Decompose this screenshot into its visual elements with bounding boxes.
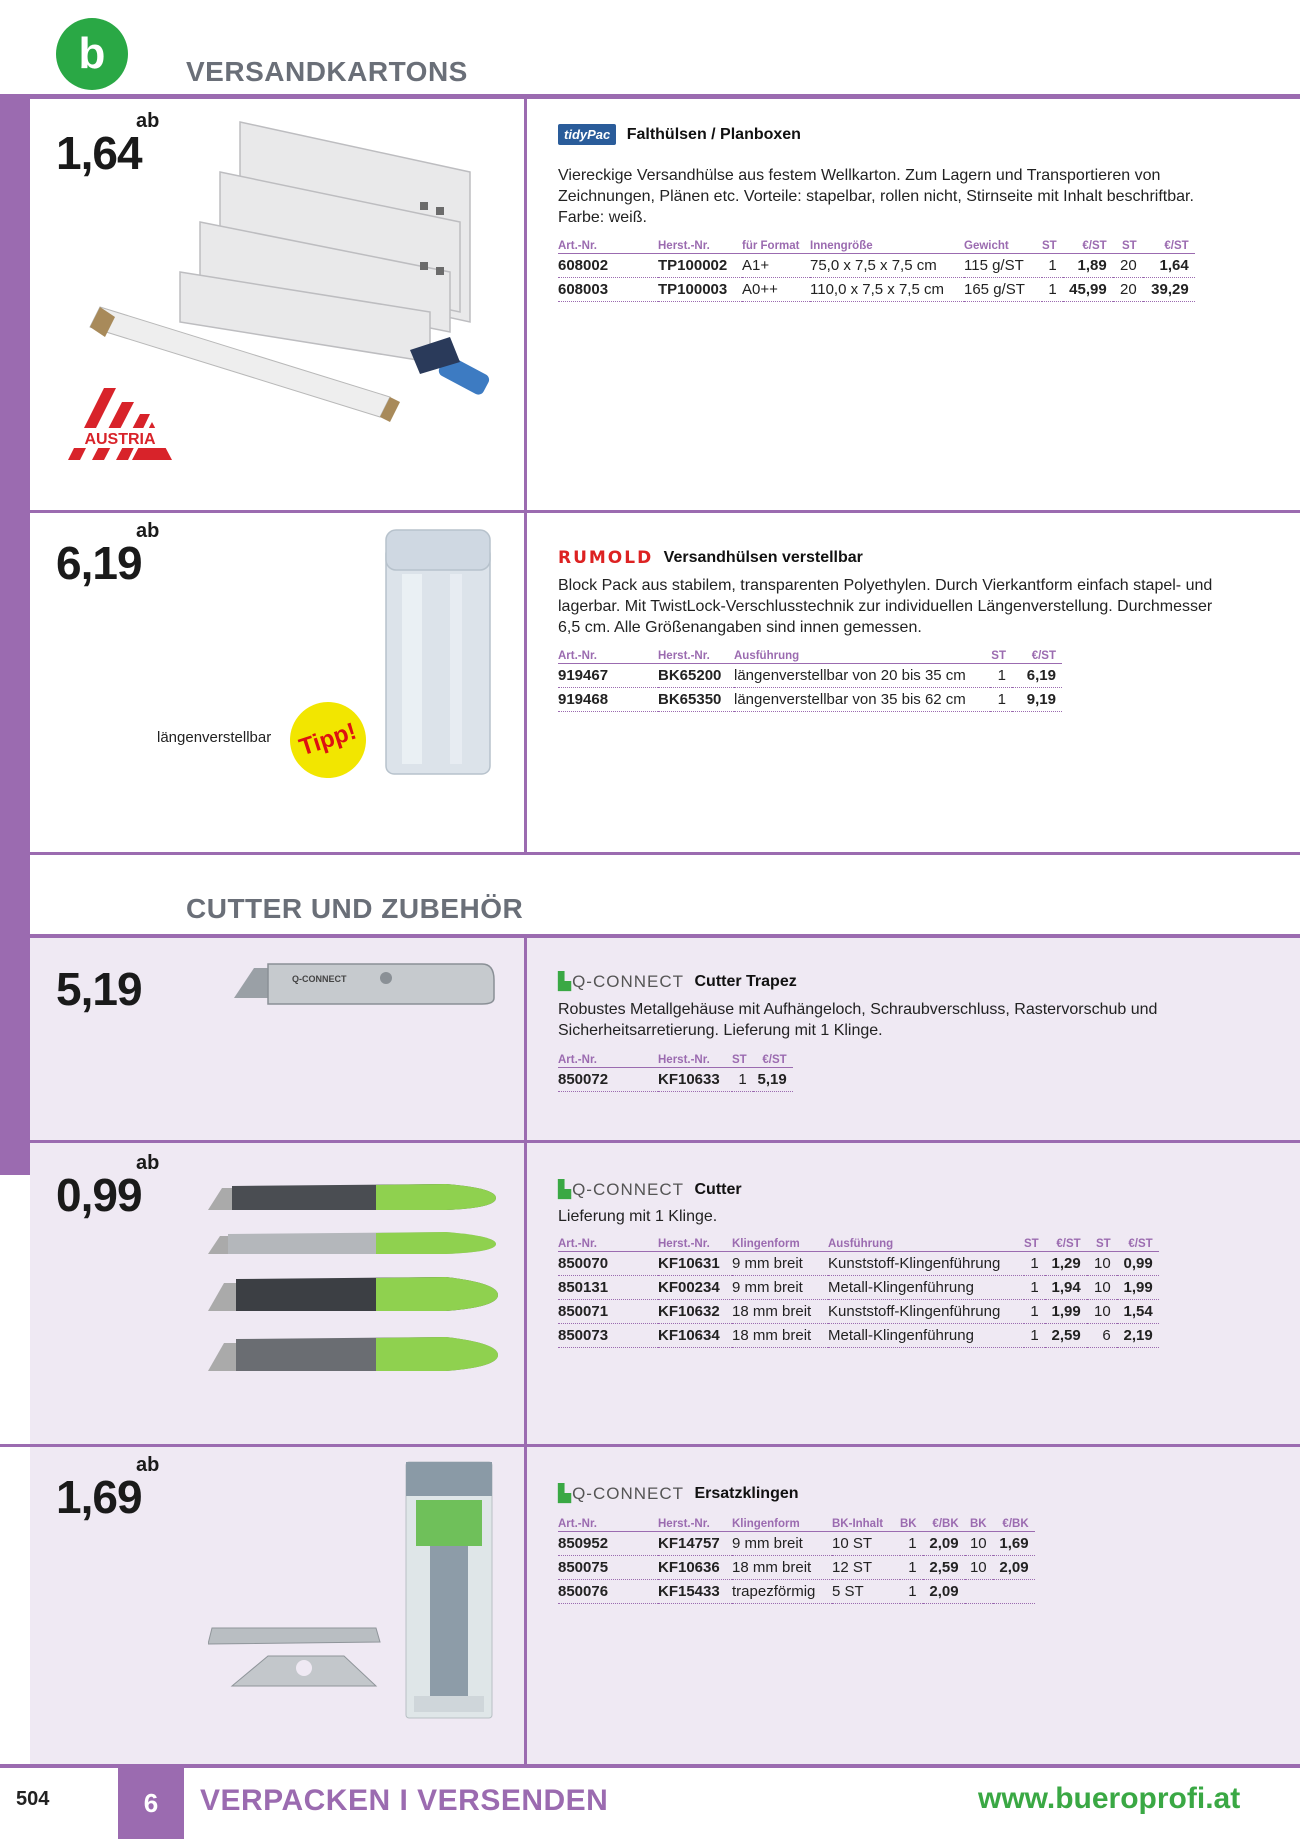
- table-row: [558, 278, 1195, 302]
- website-link[interactable]: www.bueroprofi.at: [978, 1782, 1241, 1815]
- col-header: €/ST: [1063, 240, 1113, 254]
- table-header-row: [558, 1238, 1159, 1252]
- col-header: Herst.-Nr.: [658, 240, 742, 254]
- cell-herst-nr: BK65350: [658, 688, 734, 712]
- cell-qty: 1: [1024, 1300, 1045, 1324]
- price-3: 5,19: [56, 963, 142, 1015]
- col-header: BK-Inhalt: [832, 1518, 900, 1532]
- cell-variant: Kunststoff-Klingenführung: [828, 1252, 1024, 1276]
- cell-herst-nr: KF10633: [658, 1068, 732, 1092]
- col-header: Art.-Nr.: [558, 1054, 658, 1068]
- col-header: Herst.-Nr.: [658, 1238, 732, 1252]
- cell-content: 10 ST: [832, 1532, 900, 1556]
- col-header: ST: [732, 1054, 753, 1068]
- cell-qty: 1: [1042, 278, 1063, 302]
- col-header: Herst.-Nr.: [658, 1054, 732, 1068]
- cell-herst-nr: BK65200: [658, 664, 734, 688]
- cell-qty: 20: [1113, 278, 1143, 302]
- product-1-table: [558, 240, 1195, 302]
- product-image-cutters: [206, 1180, 506, 1386]
- cell-art-nr: 850073: [558, 1324, 658, 1348]
- cell-qty: 1: [1042, 254, 1063, 278]
- col-header: ST: [1042, 240, 1063, 254]
- product-3-title: Cutter Trapez: [694, 973, 797, 990]
- price-1: 1,64: [56, 127, 142, 179]
- row-divider: [30, 510, 1300, 513]
- col-header: Art.-Nr.: [558, 650, 658, 664]
- cell-price: 2,59: [1045, 1324, 1087, 1348]
- rumold-logo: RUMOLD: [558, 548, 654, 568]
- cell-blade: 18 mm breit: [732, 1556, 832, 1580]
- col-header: Herst.-Nr.: [658, 1518, 732, 1532]
- product-4-header: [558, 1180, 742, 1200]
- cell-price: 2,59: [923, 1556, 965, 1580]
- product-image-blades: [208, 1460, 498, 1722]
- table-row: [558, 1580, 1035, 1604]
- column-divider: [524, 938, 527, 1764]
- cell-qty: 10: [1087, 1276, 1117, 1300]
- cell-price: 1,54: [1117, 1300, 1159, 1324]
- cell-herst-nr: KF10631: [658, 1252, 732, 1276]
- cell-qty: 10: [965, 1532, 993, 1556]
- product-5-header: [558, 1484, 799, 1504]
- col-header: €/ST: [1045, 1238, 1087, 1252]
- col-header: Klingenform: [732, 1238, 828, 1252]
- cutter-engraving: Q-CONNECT: [292, 974, 347, 984]
- section-title-cutter: CUTTER UND ZUBEHÖR: [186, 893, 524, 924]
- cell-qty: 10: [965, 1556, 993, 1580]
- cell-qty: 1: [900, 1580, 923, 1604]
- cell-qty: 10: [1087, 1300, 1117, 1324]
- cell-qty: 1: [1024, 1324, 1045, 1348]
- price-2: 6,19: [56, 537, 142, 589]
- product-3-table: [558, 1054, 793, 1092]
- footer-rule: [0, 1764, 1300, 1768]
- cell-variant: längenverstellbar von 20 bis 35 cm: [734, 664, 990, 688]
- box-stack: [180, 122, 470, 362]
- cell-herst-nr: KF00234: [658, 1276, 732, 1300]
- table-header-row: [558, 1518, 1035, 1532]
- product-image-cutter-trapez: [232, 958, 496, 1008]
- cell-price: 9,19: [1012, 688, 1062, 712]
- col-header: Herst.-Nr.: [658, 650, 734, 664]
- cell-art-nr: 850076: [558, 1580, 658, 1604]
- cell-qty: 1: [732, 1068, 753, 1092]
- header-rule: [0, 94, 1300, 99]
- cell-format: A1+: [742, 254, 810, 278]
- cell-herst-nr: KF10632: [658, 1300, 732, 1324]
- cell-art-nr: 850952: [558, 1532, 658, 1556]
- col-header: Art.-Nr.: [558, 240, 658, 254]
- cell-price: 1,94: [1045, 1276, 1087, 1300]
- cell-variant: Metall-Klingenführung: [828, 1276, 1024, 1300]
- cell-art-nr: 850072: [558, 1068, 658, 1092]
- cell-art-nr: 850071: [558, 1300, 658, 1324]
- cell-qty: 1: [990, 688, 1012, 712]
- product-1-title: Falthülsen / Planboxen: [626, 125, 801, 143]
- product-image-tube: [380, 526, 496, 778]
- cell-qty: 20: [1113, 254, 1143, 278]
- cutter-1: [208, 1184, 496, 1210]
- cell-herst-nr: KF14757: [658, 1532, 732, 1556]
- cell-blade: 9 mm breit: [732, 1532, 832, 1556]
- col-header: Klingenform: [732, 1518, 832, 1532]
- product-4-table: [558, 1238, 1159, 1348]
- cell-blade: 18 mm breit: [732, 1300, 828, 1324]
- cell-variant: Metall-Klingenführung: [828, 1324, 1024, 1348]
- table-row: [558, 1300, 1159, 1324]
- qconnect-logo: ▙Q-CONNECT: [558, 1180, 685, 1199]
- cell-price: 1,99: [1045, 1300, 1087, 1324]
- col-header: ST: [990, 650, 1012, 664]
- cell-price: 1,99: [1117, 1276, 1159, 1300]
- brand-logo: b: [56, 18, 128, 90]
- col-header: €/ST: [1143, 240, 1195, 254]
- cell-art-nr: 919468: [558, 688, 658, 712]
- product-2-description: Block Pack aus stabilem, transparenten Polyethylen. Durch Vierkantform einfach stapel- und lagerbar. Mit TwistLock-Verschlusstechnik zur individuellen Längenverstellung. Durchmesser 6,5 cm. Alle Größenangaben sind innen gemessen.: [558, 577, 1213, 636]
- row-divider: [30, 1140, 1300, 1143]
- table-row: [558, 664, 1062, 688]
- cell-blade: 9 mm breit: [732, 1252, 828, 1276]
- table-header-row: [558, 1054, 793, 1068]
- col-header: ST: [1024, 1238, 1045, 1252]
- cell-herst-nr: KF15433: [658, 1580, 732, 1604]
- blade-pack: [406, 1462, 492, 1718]
- cell-qty: 1: [1024, 1276, 1045, 1300]
- product-1-description: Viereckige Versandhülse aus festem Wellkarton. Zum Lagern und Transportieren von Zeichnungen, Plänen etc. Vorteile: stapelbar, rollen nicht, Stirnseite mit Inhalt beschriftbar. Farbe: weiß.: [558, 167, 1194, 226]
- table-row: [558, 254, 1195, 278]
- cell-price: 0,99: [1117, 1252, 1159, 1276]
- product-3-header: [558, 972, 797, 992]
- col-header: Ausführung: [828, 1238, 1024, 1252]
- cell-price: 1,89: [1063, 254, 1113, 278]
- cell-price: 2,09: [993, 1556, 1035, 1580]
- cell-price: 1,69: [993, 1532, 1035, 1556]
- cell-qty: 1: [990, 664, 1012, 688]
- austria-badge-text: AUSTRIA: [84, 431, 156, 448]
- col-header: für Format: [742, 240, 810, 254]
- cutter-2: [208, 1232, 496, 1254]
- cell-art-nr: 919467: [558, 664, 658, 688]
- product-2-table: [558, 650, 1062, 712]
- cell-art-nr: 850075: [558, 1556, 658, 1580]
- cell-blade: trapezförmig: [732, 1580, 832, 1604]
- cell-content: 12 ST: [832, 1556, 900, 1580]
- cell-blade: 18 mm breit: [732, 1324, 828, 1348]
- cell-size: 75,0 x 7,5 x 7,5 cm: [810, 254, 964, 278]
- row-divider: [0, 1444, 1300, 1447]
- col-header: €/BK: [993, 1518, 1035, 1532]
- product-2-header: [558, 548, 863, 568]
- cell-weight: 165 g/ST: [964, 278, 1042, 302]
- col-header: €/BK: [923, 1518, 965, 1532]
- page-number: 504: [16, 1788, 50, 1810]
- cell-art-nr: 608002: [558, 254, 658, 278]
- table-row: [558, 1532, 1035, 1556]
- cell-price: 2,19: [1117, 1324, 1159, 1348]
- col-header: Art.-Nr.: [558, 1518, 658, 1532]
- cell-qty: 6: [1087, 1324, 1117, 1348]
- table-row: [558, 688, 1062, 712]
- table-header-row: [558, 650, 1062, 664]
- qconnect-logo: ▙Q-CONNECT: [558, 972, 685, 991]
- product-4-title: Cutter: [694, 1181, 742, 1198]
- cell-herst-nr: TP100003: [658, 278, 742, 302]
- cell-art-nr: 850131: [558, 1276, 658, 1300]
- price-4: 0,99: [56, 1169, 142, 1221]
- table-header-row: [558, 240, 1195, 254]
- product-3-description: Robustes Metallgehäuse mit Aufhängeloch, Schraubverschluss, Rastervorschub und Sicherheitsarretierung. Lieferung mit 1 Klinge.: [558, 1001, 1158, 1039]
- side-bar: [0, 97, 30, 1175]
- tidypac-logo: tidyPac: [558, 124, 616, 145]
- cell-price: 1,64: [1143, 254, 1195, 278]
- austria-badge-icon: [64, 384, 176, 464]
- section-title-versandkartons: VERSANDKARTONS: [186, 56, 468, 87]
- table-row: [558, 1276, 1159, 1300]
- cell-price: 45,99: [1063, 278, 1113, 302]
- product-5-title: Ersatzklingen: [694, 1485, 799, 1502]
- chapter-tab: 6: [118, 1768, 184, 1839]
- col-header: ST: [1087, 1238, 1117, 1252]
- col-header: Innengröße: [810, 240, 964, 254]
- product-5-table: [558, 1518, 1035, 1604]
- product-4-description: Lieferung mit 1 Klinge.: [558, 1208, 718, 1225]
- product-2-title: Versandhülsen verstellbar: [663, 549, 863, 566]
- adjustable-caption: längenverstellbar: [157, 729, 272, 746]
- cell-blade: 9 mm breit: [732, 1276, 828, 1300]
- col-header: Gewicht: [964, 240, 1042, 254]
- column-divider: [524, 99, 527, 854]
- cutter-3: [208, 1277, 498, 1311]
- cell-format: A0++: [742, 278, 810, 302]
- cell-qty: 10: [1087, 1252, 1117, 1276]
- tipp-badge: Tipp!: [280, 692, 376, 788]
- col-header: BK: [900, 1518, 923, 1532]
- qconnect-logo: ▙Q-CONNECT: [558, 1484, 685, 1503]
- col-header: ST: [1113, 240, 1143, 254]
- cell-price: 2,09: [923, 1580, 965, 1604]
- chapter-title: VERPACKEN I VERSENDEN: [200, 1784, 609, 1817]
- cell-art-nr: 850070: [558, 1252, 658, 1276]
- cell-size: 110,0 x 7,5 x 7,5 cm: [810, 278, 964, 302]
- cell-variant: Kunststoff-Klingenführung: [828, 1300, 1024, 1324]
- table-row: [558, 1556, 1035, 1580]
- cell-qty: 1: [900, 1532, 923, 1556]
- cell-herst-nr: KF10634: [658, 1324, 732, 1348]
- cell-content: 5 ST: [832, 1580, 900, 1604]
- table-row: [558, 1252, 1159, 1276]
- price-prefix: ab: [136, 110, 160, 132]
- col-header: Art.-Nr.: [558, 1238, 658, 1252]
- cell-price: 6,19: [1012, 664, 1062, 688]
- cell-qty: 1: [900, 1556, 923, 1580]
- cell-price: 5,19: [753, 1068, 793, 1092]
- product-1-header: [558, 124, 801, 145]
- price-prefix: ab: [136, 1152, 160, 1174]
- cell-weight: 115 g/ST: [964, 254, 1042, 278]
- cell-herst-nr: TP100002: [658, 254, 742, 278]
- col-header: €/ST: [1117, 1238, 1159, 1252]
- table-row: [558, 1324, 1159, 1348]
- cutter-4: [208, 1337, 498, 1371]
- cell-art-nr: 608003: [558, 278, 658, 302]
- col-header: Ausführung: [734, 650, 990, 664]
- cell-herst-nr: KF10636: [658, 1556, 732, 1580]
- price-5: 1,69: [56, 1471, 142, 1523]
- cell-qty: 1: [1024, 1252, 1045, 1276]
- row-divider: [30, 852, 1300, 855]
- price-prefix: ab: [136, 520, 160, 542]
- price-prefix: ab: [136, 1454, 160, 1476]
- cell-variant: längenverstellbar von 35 bis 62 cm: [734, 688, 990, 712]
- col-header: €/ST: [1012, 650, 1062, 664]
- cell-price: 2,09: [923, 1532, 965, 1556]
- cell-price: [993, 1580, 1035, 1604]
- cell-price: 1,29: [1045, 1252, 1087, 1276]
- col-header: BK: [965, 1518, 993, 1532]
- col-header: €/ST: [753, 1054, 793, 1068]
- table-row: [558, 1068, 793, 1092]
- cell-qty: [965, 1580, 993, 1604]
- cell-price: 39,29: [1143, 278, 1195, 302]
